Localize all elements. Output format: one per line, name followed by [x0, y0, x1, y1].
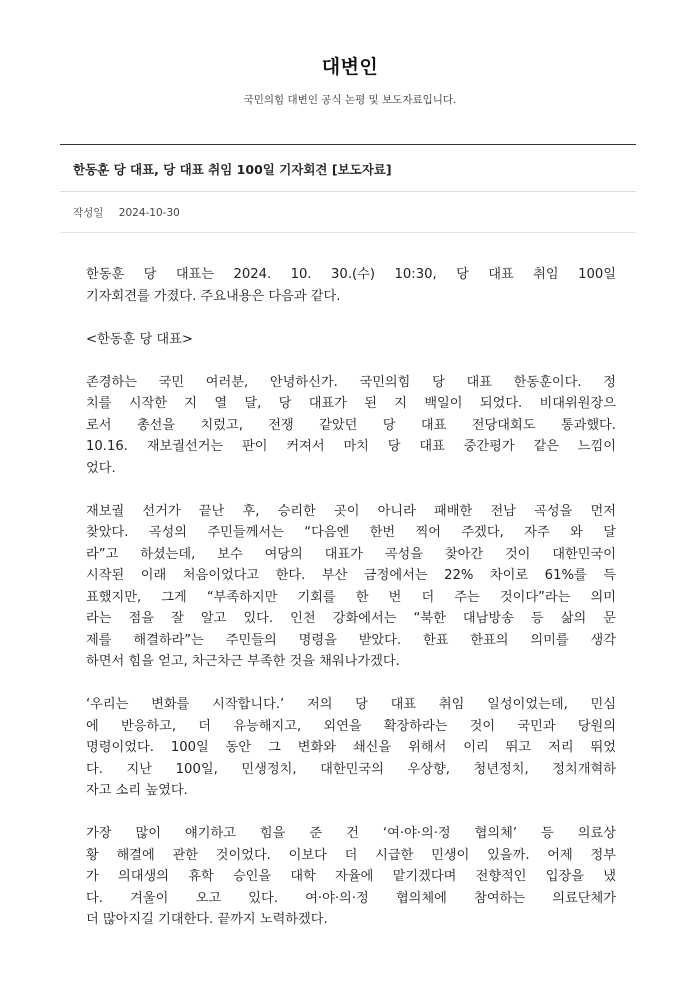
body-line: 찾았다. 곡성의 주민들께서는 “다음엔 한번 찍어 주겠다, 자주 와 달	[86, 525, 616, 540]
body-line: 다. 겨울이 오고 있다. 여·야·의·정 협의체에 참여하는 의료단체가	[86, 890, 616, 906]
body-line: 라”고 하셨는데, 보수 여당의 대표가 곡성을 찾아간 것이 대한민국이	[86, 546, 616, 562]
body-line: 에 반응하고, 더 유능해지고, 외연을 확장하라는 것이 국민과 당원의	[86, 718, 616, 734]
site-description: 국민의힘 대변인 공식 논평 및 보도자료입니다.	[243, 94, 457, 106]
title-divider	[60, 191, 636, 192]
date-label: 작성일	[73, 207, 104, 219]
body-line: 재보궐 선거가 끝난 후, 승리한 곳이 아니라 패배한 전남 곡성을 먼저	[86, 503, 616, 519]
post-date: 2024-10-30	[118, 207, 180, 219]
body-line: 라는 점을 잘 알고 있다. 인천 강화에서는 “북한 대남방송 등 삶의 문	[86, 611, 616, 626]
body-line: 자고 소리 높였다.	[86, 783, 188, 798]
body-line: 가장 많이 얘기하고 힘을 준 건 ‘여·야·의·정 협의체’ 등 의료상	[86, 826, 616, 841]
post-body	[86, 264, 616, 931]
header-divider	[60, 144, 636, 145]
body-line: 치를 시작한 지 열 달, 당 대표가 된 지 백일이 되었다. 비대위원장으	[86, 396, 616, 411]
body-line: <한동훈 당 대표>	[86, 331, 193, 347]
body-line: 로서 총선을 치렀고, 전쟁 같았던 당 대표 전당대회도 통과했다.	[86, 417, 616, 433]
body-line: 더 많아지길 기대한다. 끝까지 노력하겠다.	[86, 912, 328, 927]
body-line: 존경하는 국민 여러분, 안녕하신가. 국민의힘 당 대표 한동훈이다. 정	[86, 374, 616, 390]
body-line: 시작된 이래 처음이었다고 한다. 부산 금정에서는 22% 차이로 61%를 득	[86, 568, 616, 583]
body-line: 명령이었다. 100일 동안 그 변화와 쇄신을 위해서 이리 뛰고 저리 뛰었	[86, 740, 616, 755]
meta-divider	[60, 232, 636, 233]
paragraph-gap	[86, 307, 616, 329]
site-title[interactable]: 대변인	[321, 56, 379, 78]
paragraph-gap	[86, 673, 616, 695]
paragraph-gap	[86, 479, 616, 501]
body-line: 한동훈 당 대표는 2024. 10. 30.(수) 10:30, 당 대표 취임 100일	[86, 267, 616, 282]
post-meta	[73, 205, 180, 220]
body-line: 기자회견를 가졌다. 주요내용은 다음과 같다.	[86, 288, 341, 304]
body-line: 제를 해결하라”는 주민들의 명령을 받았다. 한표 한표의 의미를 생각	[86, 632, 616, 648]
body-line: 황 해결에 관한 것이었다. 이보다 더 시급한 민생이 있을까. 어제 정부	[86, 847, 616, 863]
body-line: 10.16. 재보궐선거는 판이 커져서 마치 당 대표 중간평가 같은 느낌이	[86, 439, 616, 454]
post-title: 한동훈 당 대표, 당 대표 취임 100일 기자회견 [보도자료]	[73, 162, 392, 177]
body-line: 었다.	[86, 460, 116, 476]
body-line: 하면서 힘을 얻고, 차근차근 부족한 것을 채워나가겠다.	[86, 654, 400, 669]
body-line: 표했지만, 그게 “부족하지만 기회를 한 번 더 주는 것이다”라는 의미	[86, 589, 616, 605]
paragraph-gap	[86, 350, 616, 372]
paragraph-gap	[86, 802, 616, 824]
body-line: ‘우리는 변화를 시작합니다.’ 저의 당 대표 취임 일성이었는데, 민심	[86, 697, 616, 712]
body-line: 다. 지난 100일, 민생정치, 대한민국의 우상향, 청년정치, 정치개혁하	[86, 761, 616, 777]
body-line: 가 의대생의 휴학 승인을 대학 자율에 맡기겠다며 전향적인 입장을 냈	[86, 869, 616, 884]
